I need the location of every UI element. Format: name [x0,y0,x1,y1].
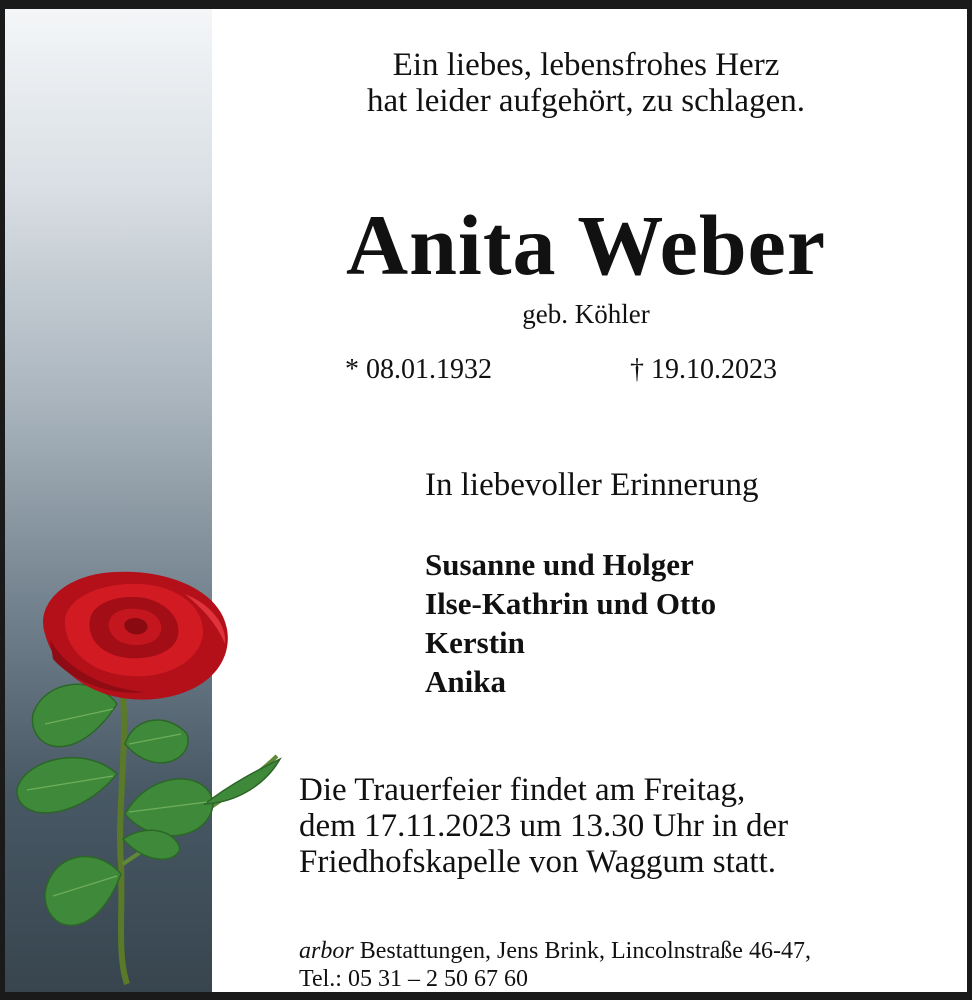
undertaker-contact [299,937,811,993]
intro-line-2: hat leider aufgehört, zu schlagen. [367,83,805,119]
funeral-line-2: dem 17.11.2023 um 13.30 Uhr in der [299,808,789,844]
mourner-name: Susanne und Holger [425,547,694,582]
intro-verse [216,47,956,119]
undertaker-address: Bestattungen, Jens Brink, Lincolnstraße 46-47, [353,938,811,964]
mourner-name: Kerstin [425,625,525,660]
funeral-line-1: Die Trauerfeier findet am Freitag, [299,772,746,808]
mourner-name: Anika [425,664,506,699]
memory-line: In liebevoller Erinnerung [425,467,759,503]
mourners-list [425,545,716,701]
mourner-name: Ilse-Kathrin und Otto [425,586,717,621]
maiden-name: geb. Köhler [522,299,650,329]
birth-date: * 08.01.1932 [345,354,492,385]
red-rose-icon [5,564,295,1000]
intro-line-1: Ein liebes, lebensfrohes Herz [392,47,780,83]
funeral-line-3: Friedhofskapelle von Waggum statt. [299,844,776,880]
undertaker-brand: arbor [299,938,354,964]
undertaker-line-1 [299,937,811,965]
deceased-name: Anita Weber [345,197,826,293]
death-date: † 19.10.2023 [630,354,777,385]
undertaker-phone: Tel.: 05 31 – 2 50 67 60 [299,966,528,992]
funeral-notice [299,772,788,880]
